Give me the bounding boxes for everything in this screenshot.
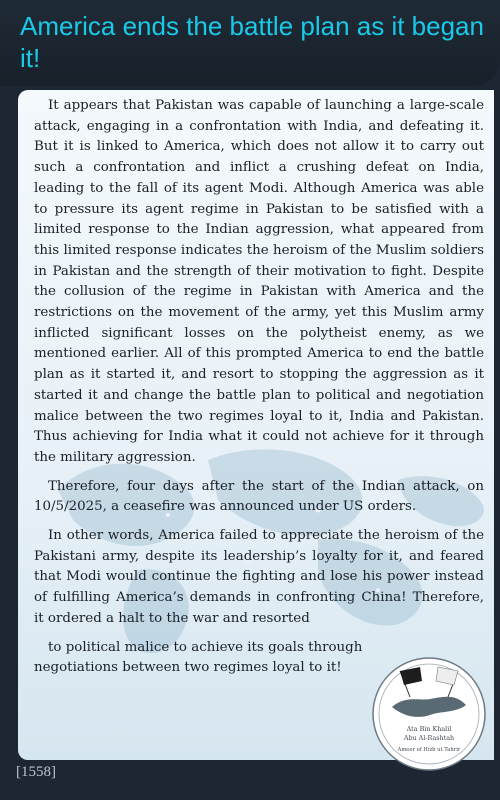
paragraph-2: Therefore, four days after the start of the Indian attack, on 10/5/2025, a ceasefire was announced under US orders. — [34, 478, 484, 515]
paragraph-3: In other words, America failed to appreciate the heroism of the Pakistani army, despite its leadership’s loyalty for it, and feared that Modi would continue the fighting and lose his power instead of fulfilling America’s demands in confronting China! Therefore, it ordered a halt to the war and resorted — [34, 528, 484, 626]
closing-line: to political malice to achieve its goals through negotiations between two regimes loyal to it! — [34, 639, 363, 676]
page-title: America ends the battle plan as it began it! — [20, 11, 484, 73]
seal-line-1: Ata Bin Khalil — [406, 725, 452, 733]
article-body — [34, 96, 484, 687]
ameer-seal-emblem — [370, 655, 488, 773]
seal-line-3: Ameer of Hizb ut Tahrir — [397, 747, 461, 753]
seal-line-2: Abu Al-Rashtah — [403, 734, 455, 742]
paragraph-1: It appears that Pakistan was capable of launching a large-scale attack, engaging in a confrontation with India, and defeating it. But it is linked to America, which does not allow it to carry out such a confrontation and inflict a crushing defeat on India, leading to the fall of its agent Modi. Although America was able to pressure its agent regime in Pakistan to be satisfied with a limited response to the Indian aggression, what appeared from this limited response indicates the heroism of the Muslim soldiers in Pakistan and the strength of their motivation to fight. Despite the collusion of the regime in Pakistan with America and the restrictions on the movement of the army, yet this Muslim army inflicted significant losses on the polytheist enemy, as we mentioned earlier. All of this prompted America to end the battle plan as it started it, and resort to stopping the aggression as it started it and change the battle plan to political and negotiation malice between the two regimes loyal to it, India and Pakistan. Thus achieving for India what it could not achieve for it through the military aggression. — [34, 98, 484, 465]
issue-number: [1558] — [16, 764, 56, 780]
title-bar — [0, 0, 500, 86]
